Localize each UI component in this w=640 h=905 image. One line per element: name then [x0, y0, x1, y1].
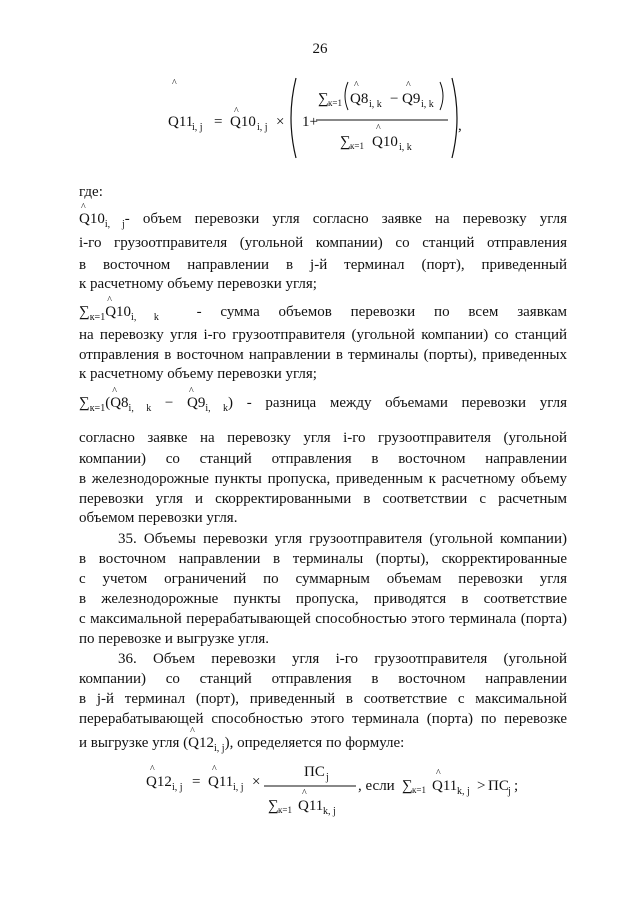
svg-text:=: =: [192, 774, 201, 790]
svg-text:Q12: Q12: [146, 774, 172, 790]
def3-symbol: $\sum_{к=1}(\^{}$ $Q8_{i, k}$ − ^ $Q9_{i, k}$): [79, 395, 233, 411]
def2-line1: $\sum_{к=1}\^{}$ $Q10_{i, k}$ - сумма объемов перевозки по всем заявкам: [79, 302, 567, 324]
svg-text:∑: ∑: [268, 798, 279, 814]
p35-line4: в железнодорожные пункты пропуска, приводятся в соответствие: [79, 591, 567, 607]
svg-text:i, j: i, j: [192, 122, 203, 133]
svg-text:i, j: i, j: [172, 782, 183, 793]
def3-line5: перевозки угля и скорректированными в соответствии с расчетным: [79, 491, 567, 507]
svg-text:Q10: Q10: [372, 134, 398, 150]
svg-text:k, j: k, j: [457, 786, 470, 797]
svg-text:Q8: Q8: [350, 91, 369, 107]
p35-line3: с учетом ограничений по суммарным объемам перевозки угля: [79, 571, 567, 587]
svg-text:^: ^: [406, 80, 411, 91]
svg-text:Q11: Q11: [298, 798, 324, 814]
svg-text:i, j: i, j: [233, 782, 244, 793]
svg-text:^: ^: [212, 764, 217, 775]
p35-line5: с максимальной перерабатывающей способностью этого терминала (порта): [79, 611, 567, 627]
def3-line1: $\sum_{к=1}(\^{}$ $Q8_{i, k}$ − ^ $Q9_{i, k}$) - разница между объемами перевозки угля: [79, 393, 567, 415]
svg-text:∑: ∑: [318, 91, 329, 107]
svg-text:Q10: Q10: [230, 114, 256, 130]
svg-text:×: ×: [276, 114, 285, 130]
def1-line2: i-го грузоотправителя (угольной компании) со станций отправления: [79, 235, 567, 251]
svg-text:j: j: [508, 786, 511, 797]
svg-text:Q11: Q11: [208, 774, 234, 790]
p36-line4: перерабатывающей способностью этого терминала (порта) по перевозке: [79, 711, 567, 727]
svg-text:ПС: ПС: [304, 764, 325, 780]
svg-text:>: >: [477, 778, 486, 794]
def1-line4: к расчетному объему перевозки угля;: [79, 276, 317, 292]
svg-text:Q11: Q11: [168, 114, 194, 130]
p36-line1: 36. Объем перевозки угля i-го грузоотправителя (угольной: [118, 651, 567, 667]
p36-symbol: ^ $Q12_{i, j}$: [188, 735, 224, 751]
svg-text:i, k: i, k: [369, 99, 382, 110]
formula-q11: [140, 74, 480, 162]
def1-symbol: ^ $Q10_{i, j}$: [79, 211, 125, 227]
svg-text:^: ^: [354, 80, 359, 91]
formula-q12: [140, 762, 520, 824]
svg-text:^: ^: [302, 788, 307, 799]
svg-text:^: ^: [150, 764, 155, 775]
svg-text:^: ^: [172, 78, 177, 89]
svg-text:=: =: [214, 114, 223, 130]
def2-line3: отправления в восточном направлении в терминалы (порты), приведенных: [79, 347, 567, 363]
def2-symbol: $\sum_{к=1}\^{}$ $Q10_{i, k}$: [79, 304, 159, 320]
svg-text:^: ^: [234, 106, 239, 117]
svg-text:i, k: i, k: [399, 142, 412, 153]
svg-text:∑: ∑: [340, 134, 351, 150]
p36-line2: компании) со станций отправления в восточном направлении: [79, 671, 567, 687]
svg-text:к=1: к=1: [328, 98, 342, 108]
def3-line4: в железнодорожные пункты пропуска, приведенным к расчетному объему: [79, 471, 567, 487]
def1-line1: ^ $Q10_{i, j}-$ объем перевозки угля согласно заявке на перевозку угля: [79, 209, 567, 231]
page-number: 26: [312, 41, 328, 57]
svg-text:к=1: к=1: [278, 805, 292, 815]
svg-text:1+: 1+: [302, 114, 318, 130]
svg-text:k, j: k, j: [323, 806, 336, 817]
def3-line2: согласно заявке на перевозку угля i-го грузоотправителя (угольной: [79, 430, 567, 446]
svg-text:j: j: [326, 772, 329, 783]
svg-text:i, j: i, j: [257, 122, 268, 133]
p36-line5: и выгрузке угля (^ $Q12_{i, j}$), определяется по формуле:: [79, 733, 567, 755]
svg-text:;: ;: [514, 778, 519, 794]
svg-text:к=1: к=1: [350, 141, 364, 151]
svg-text:Q11: Q11: [432, 778, 458, 794]
def2-line2: на перевозку угля i-го грузоотправителя (угольной компании) со станций: [79, 327, 567, 343]
def3-line3: компании) со станций отправления в восточном направлении: [79, 451, 567, 467]
svg-text:i, k: i, k: [421, 99, 434, 110]
def2-line4: к расчетному объему перевозки угля;: [79, 366, 317, 382]
def3-line6: объемом перевозки угля.: [79, 510, 238, 526]
p35-line2: в восточном направлении в терминалы (порты), скорректированные: [79, 551, 567, 567]
svg-text:^: ^: [436, 768, 441, 779]
p36-line3: в j-й терминал (порт), приведенный в соответствие с максимальной: [79, 691, 567, 707]
svg-text:к=1: к=1: [412, 785, 426, 795]
where-label: где:: [79, 184, 103, 200]
svg-text:×: ×: [252, 774, 261, 790]
p35-line6: по перевозке и выгрузке угля.: [79, 631, 270, 647]
p35-line1: 35. Объемы перевозки угля грузоотправителя (угольной компании): [118, 531, 567, 547]
svg-text:, если: , если: [358, 778, 395, 794]
svg-text:,: ,: [458, 118, 462, 134]
svg-text:ПС: ПС: [488, 778, 509, 794]
svg-text:Q9: Q9: [402, 91, 421, 107]
def1-line3: в восточном направлении в j-й терминал (порт), приведенный: [79, 257, 567, 273]
svg-text:∑: ∑: [402, 778, 413, 794]
svg-text:−: −: [390, 91, 399, 107]
svg-text:^: ^: [376, 123, 381, 134]
